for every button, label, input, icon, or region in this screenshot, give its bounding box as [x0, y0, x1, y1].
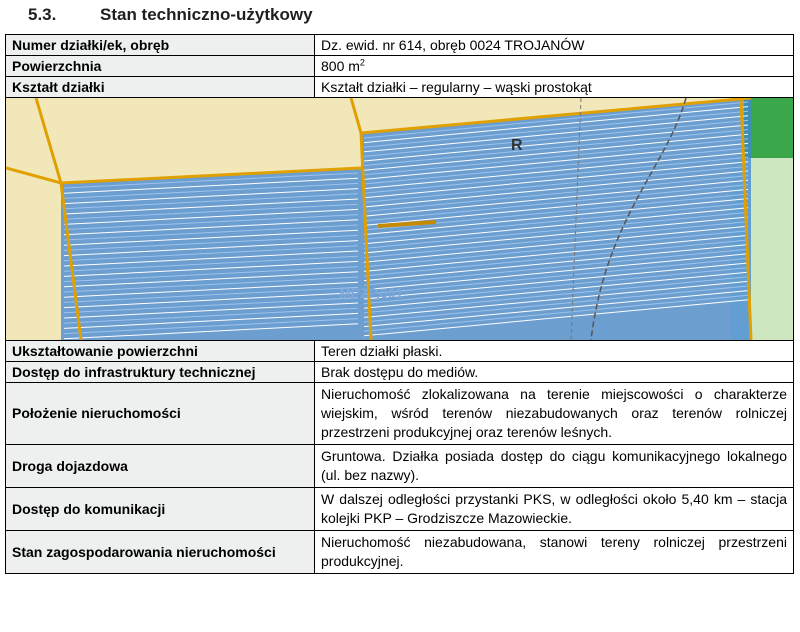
area-unit-exponent: 2 — [359, 56, 365, 67]
row-label-terrain: Ukształtowanie powierzchni — [6, 341, 315, 362]
row-value-area — [315, 56, 794, 77]
table-row — [6, 35, 794, 56]
section-heading — [28, 0, 313, 30]
property-table — [5, 34, 794, 574]
table-row — [6, 531, 794, 574]
row-label-plot-number: Numer działki/ek, obręb — [6, 35, 315, 56]
table-row — [6, 362, 794, 383]
zoning-map — [6, 98, 793, 340]
plot-area-west — [61, 168, 361, 340]
section-number: 5.3. — [28, 5, 57, 24]
row-label-infrastructure: Dostęp do infrastruktury technicznej — [6, 362, 315, 383]
row-value-terrain: Teren działki płaski. — [315, 341, 794, 362]
row-label-development: Stan zagospodarowania nieruchomości — [6, 531, 315, 574]
row-label-transport: Dostęp do komunikacji — [6, 488, 315, 531]
area-value: 800 m — [321, 57, 360, 74]
row-value-transport: W dalszej odległości przystanki PKS, w odległości około 5,40 km – stacja kolejki PKP – Grodziszcze Mazowieckie. — [315, 488, 794, 531]
table-row — [6, 77, 794, 98]
section-title: Stan techniczno-użytkowy — [100, 5, 313, 24]
row-value-location: Nieruchomość zlokalizowana na terenie miejscowości o charakterze wiejskim, wśród terenów niezabudowanych oraz terenów rolniczej przestrzeni produkcyjnej oraz terenów leśnych. — [315, 383, 794, 445]
row-value-plot-number: Dz. ewid. nr 614, obręb 0024 TROJANÓW — [315, 35, 794, 56]
map-marker-r: R — [511, 137, 523, 154]
row-value-infrastructure: Brak dostępu do mediów. — [315, 362, 794, 383]
row-label-shape: Kształt działki — [6, 77, 315, 98]
table-row — [6, 445, 794, 488]
table-row — [6, 341, 794, 362]
table-row — [6, 56, 794, 77]
row-label-access-road: Droga dojazdowa — [6, 445, 315, 488]
table-row — [6, 383, 794, 445]
forest-area — [744, 98, 793, 158]
map-cell — [6, 98, 794, 341]
row-value-shape: Kształt działki – regularny – wąski prostokąt — [315, 77, 794, 98]
map-zoning-label: MPZP.001 — [339, 285, 404, 301]
row-value-access-road: Gruntowa. Działka posiada dostęp do ciągu komunikacyjnego lokalnego (ul. bez nazwy). — [315, 445, 794, 488]
row-value-development: Nieruchomość niezabudowana, stanowi tereny rolniczej przestrzeni produkcyjnej. — [315, 531, 794, 574]
row-label-location: Położenie nieruchomości — [6, 383, 315, 445]
table-row — [6, 488, 794, 531]
table-row-map — [6, 98, 794, 341]
row-label-area: Powierzchnia — [6, 56, 315, 77]
